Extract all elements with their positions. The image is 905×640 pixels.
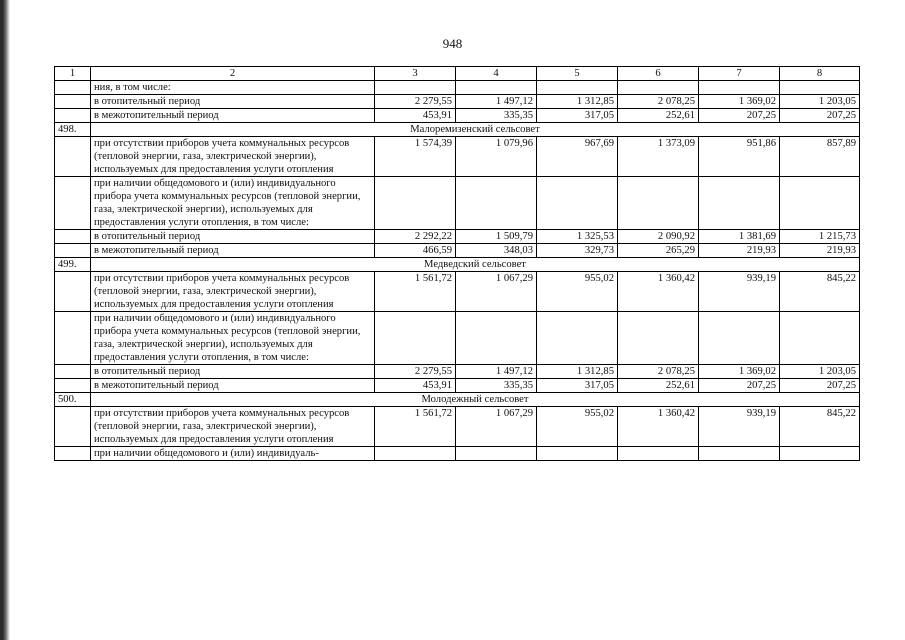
value-cell: 2 279,55	[375, 365, 456, 379]
row-description: при отсутствии приборов учета коммунальных ресурсов (тепловой энергии, газа, электрической энергии), используемых для предоставления услуги отопления	[91, 272, 375, 312]
value-cell	[456, 81, 537, 95]
row-number	[55, 137, 91, 177]
row-number	[55, 109, 91, 123]
table-row	[55, 137, 860, 177]
column-header: 6	[618, 67, 699, 81]
table-row	[55, 365, 860, 379]
row-description: при наличии общедомового и (или) индивидуаль-	[91, 447, 375, 461]
section-title: Малоремизенский сельсовет	[91, 123, 860, 137]
row-number	[55, 244, 91, 258]
table-row	[55, 95, 860, 109]
row-description: при наличии общедомового и (или) индивидуального прибора учета коммунальных ресурсов (тепловой энергии, газа, электрической энергии), используемых для предоставления услуги отопления, в том числе:	[91, 177, 375, 230]
value-cell	[699, 447, 780, 461]
value-cell: 219,93	[780, 244, 860, 258]
value-cell	[456, 447, 537, 461]
table-row	[55, 177, 860, 230]
row-number	[55, 81, 91, 95]
value-cell	[537, 312, 618, 365]
table-row	[55, 109, 860, 123]
section-row	[55, 258, 860, 272]
value-cell	[618, 447, 699, 461]
column-header: 4	[456, 67, 537, 81]
value-cell: 1 561,72	[375, 272, 456, 312]
value-cell: 2 078,25	[618, 365, 699, 379]
value-cell	[780, 177, 860, 230]
value-cell	[618, 312, 699, 365]
value-cell: 453,91	[375, 379, 456, 393]
value-cell: 1 203,05	[780, 365, 860, 379]
value-cell: 1 067,29	[456, 407, 537, 447]
row-description: при отсутствии приборов учета коммунальных ресурсов (тепловой энергии, газа, электрической энергии), используемых для предоставления услуги отопления	[91, 137, 375, 177]
value-cell	[375, 177, 456, 230]
table-row	[55, 81, 860, 95]
value-cell: 857,89	[780, 137, 860, 177]
row-description: в отопительный период	[91, 230, 375, 244]
row-description: в отопительный период	[91, 95, 375, 109]
table-row	[55, 244, 860, 258]
value-cell: 348,03	[456, 244, 537, 258]
row-number: 500.	[55, 393, 91, 407]
value-cell: 939,19	[699, 407, 780, 447]
value-cell	[537, 447, 618, 461]
value-cell: 939,19	[699, 272, 780, 312]
value-cell	[699, 177, 780, 230]
row-description: в межотопительный период	[91, 379, 375, 393]
section-title: Медведский сельсовет	[91, 258, 860, 272]
row-number	[55, 312, 91, 365]
row-number	[55, 230, 91, 244]
value-cell: 1 312,85	[537, 95, 618, 109]
table-header-row	[55, 67, 860, 81]
value-cell: 1 574,39	[375, 137, 456, 177]
section-row	[55, 393, 860, 407]
row-description: в отопительный период	[91, 365, 375, 379]
column-header: 3	[375, 67, 456, 81]
value-cell: 1 312,85	[537, 365, 618, 379]
table-row	[55, 379, 860, 393]
row-number: 499.	[55, 258, 91, 272]
value-cell	[375, 447, 456, 461]
value-cell: 317,05	[537, 109, 618, 123]
row-number	[55, 407, 91, 447]
row-description: ния, в том числе:	[91, 81, 375, 95]
column-header: 1	[55, 67, 91, 81]
value-cell: 845,22	[780, 407, 860, 447]
row-description: в межотопительный период	[91, 109, 375, 123]
scan-left-edge	[0, 0, 10, 640]
value-cell: 453,91	[375, 109, 456, 123]
value-cell: 2 279,55	[375, 95, 456, 109]
value-cell	[537, 81, 618, 95]
value-cell: 252,61	[618, 379, 699, 393]
value-cell: 252,61	[618, 109, 699, 123]
row-description: при наличии общедомового и (или) индивидуального прибора учета коммунальных ресурсов (тепловой энергии, газа, электрической энергии), используемых для предоставления услуги отопления, в том числе:	[91, 312, 375, 365]
value-cell: 2 090,92	[618, 230, 699, 244]
value-cell	[618, 81, 699, 95]
value-cell: 1 561,72	[375, 407, 456, 447]
row-number	[55, 272, 91, 312]
row-number	[55, 365, 91, 379]
value-cell	[699, 81, 780, 95]
value-cell: 1 360,42	[618, 272, 699, 312]
value-cell	[456, 312, 537, 365]
value-cell	[699, 312, 780, 365]
value-cell: 466,59	[375, 244, 456, 258]
column-header: 2	[91, 67, 375, 81]
row-number	[55, 379, 91, 393]
value-cell: 335,35	[456, 379, 537, 393]
value-cell	[375, 81, 456, 95]
value-cell: 1 067,29	[456, 272, 537, 312]
value-cell: 1 369,02	[699, 95, 780, 109]
value-cell: 329,73	[537, 244, 618, 258]
value-cell: 2 078,25	[618, 95, 699, 109]
value-cell: 265,29	[618, 244, 699, 258]
value-cell	[537, 177, 618, 230]
value-cell: 1 497,12	[456, 95, 537, 109]
value-cell: 1 381,69	[699, 230, 780, 244]
value-cell: 219,93	[699, 244, 780, 258]
value-cell: 1 215,73	[780, 230, 860, 244]
value-cell: 1 325,53	[537, 230, 618, 244]
value-cell: 955,02	[537, 407, 618, 447]
value-cell: 207,25	[780, 379, 860, 393]
value-cell	[456, 177, 537, 230]
table-row	[55, 272, 860, 312]
value-cell: 207,25	[699, 109, 780, 123]
table-row	[55, 447, 860, 461]
table-row	[55, 407, 860, 447]
table-row	[55, 312, 860, 365]
row-number	[55, 95, 91, 109]
value-cell: 1 203,05	[780, 95, 860, 109]
value-cell: 955,02	[537, 272, 618, 312]
column-header: 8	[780, 67, 860, 81]
value-cell	[375, 312, 456, 365]
section-row	[55, 123, 860, 137]
column-header: 7	[699, 67, 780, 81]
value-cell: 1 509,79	[456, 230, 537, 244]
value-cell: 335,35	[456, 109, 537, 123]
row-number: 498.	[55, 123, 91, 137]
value-cell: 951,86	[699, 137, 780, 177]
value-cell	[618, 177, 699, 230]
table-body	[55, 67, 860, 461]
column-header: 5	[537, 67, 618, 81]
value-cell: 1 497,12	[456, 365, 537, 379]
value-cell: 207,25	[780, 109, 860, 123]
row-number	[55, 447, 91, 461]
value-cell: 1 373,09	[618, 137, 699, 177]
value-cell: 317,05	[537, 379, 618, 393]
value-cell: 967,69	[537, 137, 618, 177]
tariff-table	[54, 66, 860, 461]
value-cell: 1 360,42	[618, 407, 699, 447]
row-number	[55, 177, 91, 230]
value-cell: 1 079,96	[456, 137, 537, 177]
section-title: Молодежный сельсовет	[91, 393, 860, 407]
value-cell	[780, 312, 860, 365]
value-cell	[780, 447, 860, 461]
page-number: 948	[442, 36, 463, 51]
value-cell: 1 369,02	[699, 365, 780, 379]
table-row	[55, 230, 860, 244]
row-description: при отсутствии приборов учета коммунальных ресурсов (тепловой энергии, газа, электрической энергии), используемых для предоставления услуги отопления	[91, 407, 375, 447]
value-cell: 2 292,22	[375, 230, 456, 244]
value-cell	[780, 81, 860, 95]
value-cell: 207,25	[699, 379, 780, 393]
value-cell: 845,22	[780, 272, 860, 312]
row-description: в межотопительный период	[91, 244, 375, 258]
